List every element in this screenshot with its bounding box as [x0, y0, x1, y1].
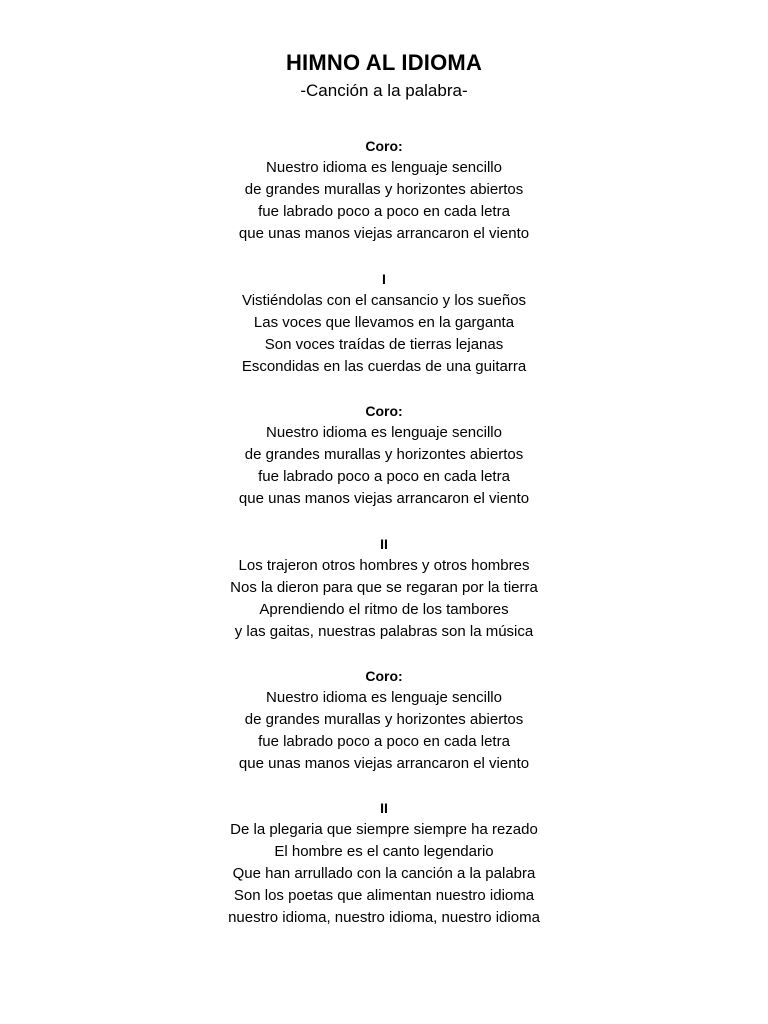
verse-line: Escondidas en las cuerdas de una guitarra — [241, 358, 527, 375]
verse-line: De la plegaria que siempre siempre ha rezado — [230, 821, 538, 838]
verse-line: que unas manos viejas arrancaron el viento — [238, 490, 530, 507]
section-label: II — [380, 800, 388, 816]
verse-line: Nuestro idioma es lenguaje sencillo — [266, 689, 502, 706]
verse-line: Son voces traídas de tierras lejanas — [264, 336, 504, 353]
verse-line: El hombre es el canto legendario — [274, 843, 494, 860]
section-chorus-1 — [0, 135, 768, 245]
verse-line: Nuestro idioma es lenguaje sencillo — [266, 424, 502, 441]
verse-line: de grandes murallas y horizontes abiertos — [244, 181, 524, 198]
verse-line: Nuestro idioma es lenguaje sencillo — [266, 159, 502, 176]
section-verse-1 — [0, 268, 768, 378]
verse-line: fue labrado poco a poco en cada letra — [258, 733, 510, 750]
verse-line: Los trajeron otros hombres y otros hombres — [238, 557, 530, 574]
verse-line: que unas manos viejas arrancaron el viento — [238, 755, 530, 772]
section-label: Coro: — [365, 403, 403, 419]
section-verse-2 — [0, 533, 768, 643]
section-chorus-3 — [0, 665, 768, 775]
section-chorus-2 — [0, 400, 768, 510]
verse-line: de grandes murallas y horizontes abiertos — [244, 711, 524, 728]
verse-line: Aprendiendo el ritmo de los tambores — [259, 601, 509, 618]
verse-line: fue labrado poco a poco en cada letra — [258, 468, 510, 485]
song-title: HIMNO AL IDIOMA — [285, 50, 483, 75]
verse-line: y las gaitas, nuestras palabras son la música — [234, 623, 534, 640]
song-subtitle: -Canción a la palabra- — [300, 81, 468, 100]
section-verse-3 — [0, 797, 768, 929]
verse-line: nuestro idioma, nuestro idioma, nuestro idioma — [228, 909, 540, 926]
section-label: Coro: — [365, 668, 403, 684]
verse-line: Que han arrullado con la canción a la palabra — [232, 865, 536, 882]
verse-line: que unas manos viejas arrancaron el viento — [238, 225, 530, 242]
section-label: Coro: — [365, 138, 403, 154]
section-label: I — [382, 271, 386, 287]
verse-line: Vistiéndolas con el cansancio y los sueños — [241, 292, 527, 309]
section-label: II — [380, 536, 388, 552]
verse-line: Son los poetas que alimentan nuestro idioma — [233, 887, 535, 904]
verse-line: fue labrado poco a poco en cada letra — [258, 203, 510, 220]
verse-line: Nos la dieron para que se regaran por la tierra — [230, 579, 538, 596]
verse-line: Las voces que llevamos en la garganta — [253, 314, 515, 331]
verse-line: de grandes murallas y horizontes abiertos — [244, 446, 524, 463]
